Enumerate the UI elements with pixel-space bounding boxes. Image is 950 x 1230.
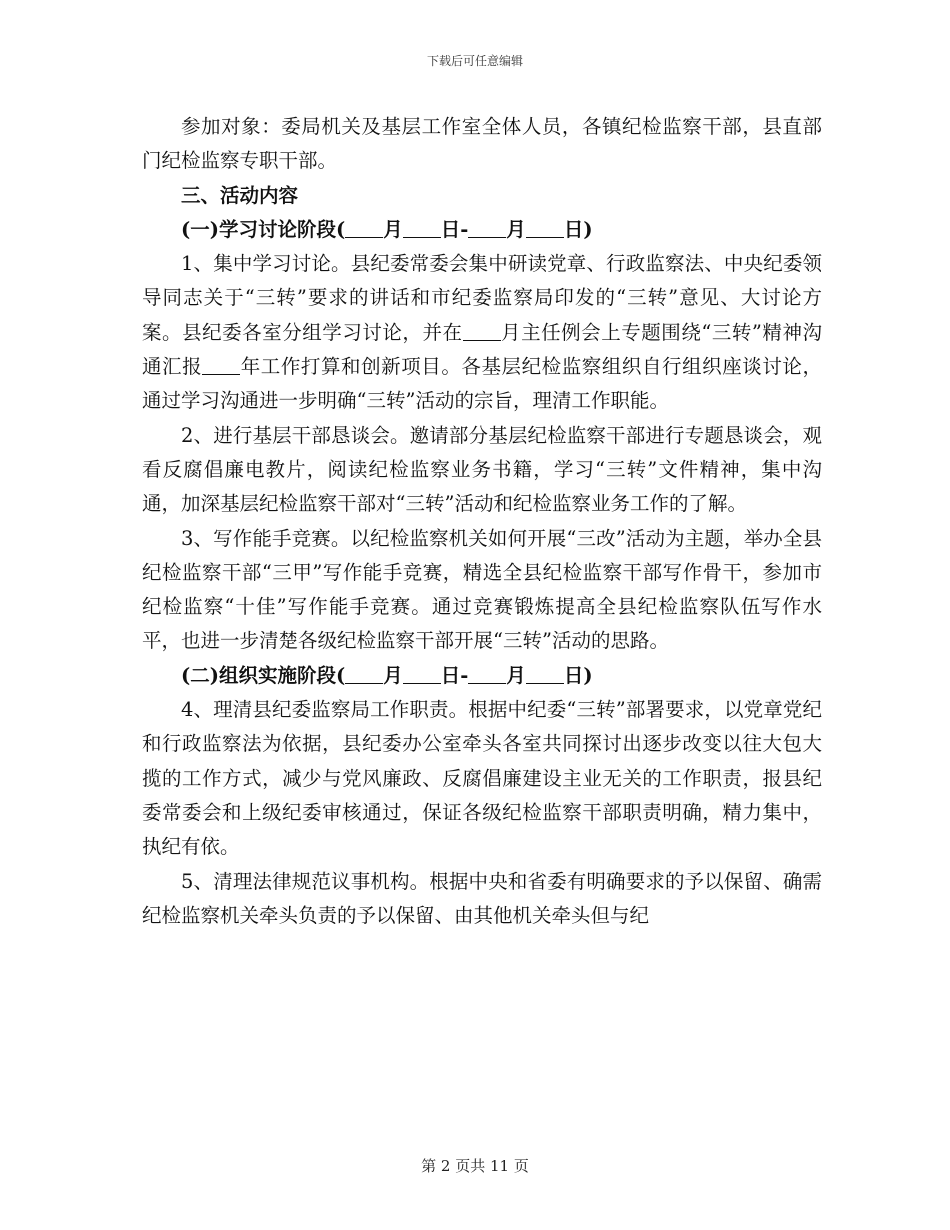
stage1-day-start: 日-: [440, 217, 469, 241]
stage2-heading: [142, 659, 822, 693]
page-footer: 第 2 页共 11 页: [421, 1157, 529, 1175]
stage1-month-start: 月: [383, 217, 403, 241]
stage2-day-end: 日): [563, 663, 593, 687]
item1-text-b: 月主任例会上专题围绕“三转”精神沟通汇报: [142, 320, 822, 379]
stage1-prefix: (一)学习讨论阶段(: [181, 217, 346, 241]
blank-line: [526, 663, 564, 684]
blank-line: [468, 663, 506, 684]
item3-paragraph: 3、写作能手竞赛。以纪检监察机关如何开展“三改”活动为主题，举办全县纪检监察干部“三甲”写作能手竞赛，精选全县纪检监察干部写作骨干，参加市纪检监察“十佳”写作能手竞赛。通过竞赛锻炼提高全县纪检监察队伍写作水平，也进一步清楚各级纪检监察干部开展“三转”活动的思路。: [142, 526, 822, 653]
item4-paragraph: 4、理清县纪委监察局工作职责。根据中纪委“三转”部署要求，以党章党纪和行政监察法为依据，县纪委办公室牵头各室共同探讨出逐步改变以往大包大揽的工作方式，减少与党风廉政、反腐倡廉建设主业无关的工作职责，报县纪委常委会和上级纪委审核通过，保证各级纪检监察干部职责明确，精力集中，执纪有依。: [142, 698, 822, 859]
blank-line: [202, 355, 240, 376]
blank-line: [463, 320, 501, 341]
blank-line: [468, 217, 506, 238]
item1-text-a: 1、集中学习讨论。县纪委常委会集中研读党章、行政监察法、中央纪委领导同志关于“三转”要求的讲话和市纪委监察局印发的“三转”意见、大讨论方案。县纪委各室分组学习讨论，并在: [142, 252, 822, 344]
item1-paragraph: [142, 247, 822, 418]
document-body: [142, 110, 822, 933]
stage2-month-start: 月: [383, 663, 403, 687]
stage1-month-end: 月: [506, 217, 526, 241]
stage1-heading: [142, 213, 822, 247]
item1-text-c: 年工作打算和创新项目。各基层纪检监察组织自行组织座谈讨论，通过学习沟通进一步明确“三转”活动的宗旨，理清工作职能。: [142, 355, 822, 413]
blank-line: [403, 217, 441, 238]
blank-line: [345, 663, 383, 684]
section-heading: 三、活动内容: [181, 183, 299, 207]
stage1-day-end: 日): [563, 217, 593, 241]
stage2-prefix: (二)组织实施阶段(: [181, 663, 346, 687]
blank-line: [403, 663, 441, 684]
blank-line: [526, 217, 564, 238]
item2-paragraph: 2、进行基层干部恳谈会。邀请部分基层纪检监察干部进行专题恳谈会，观看反腐倡廉电教片，阅读纪检监察业务书籍，学习“三转”文件精神，集中沟通，加深基层纪检监察干部对“三转”活动和纪检监察业务工作的了解。: [142, 423, 822, 516]
participants-paragraph: 参加对象：委局机关及基层工作室全体人员，各镇纪检监察干部，县直部门纪检监察专职干部。: [142, 115, 822, 173]
item5-paragraph: 5、清理法律规范议事机构。根据中央和省委有明确要求的予以保留、确需纪检监察机关牵头负责的予以保留、由其他机关牵头但与纪: [142, 869, 822, 927]
stage2-month-end: 月: [506, 663, 526, 687]
page-header: 下载后可任意编辑: [426, 54, 523, 68]
blank-line: [345, 217, 383, 238]
stage2-day-start: 日-: [440, 663, 469, 687]
